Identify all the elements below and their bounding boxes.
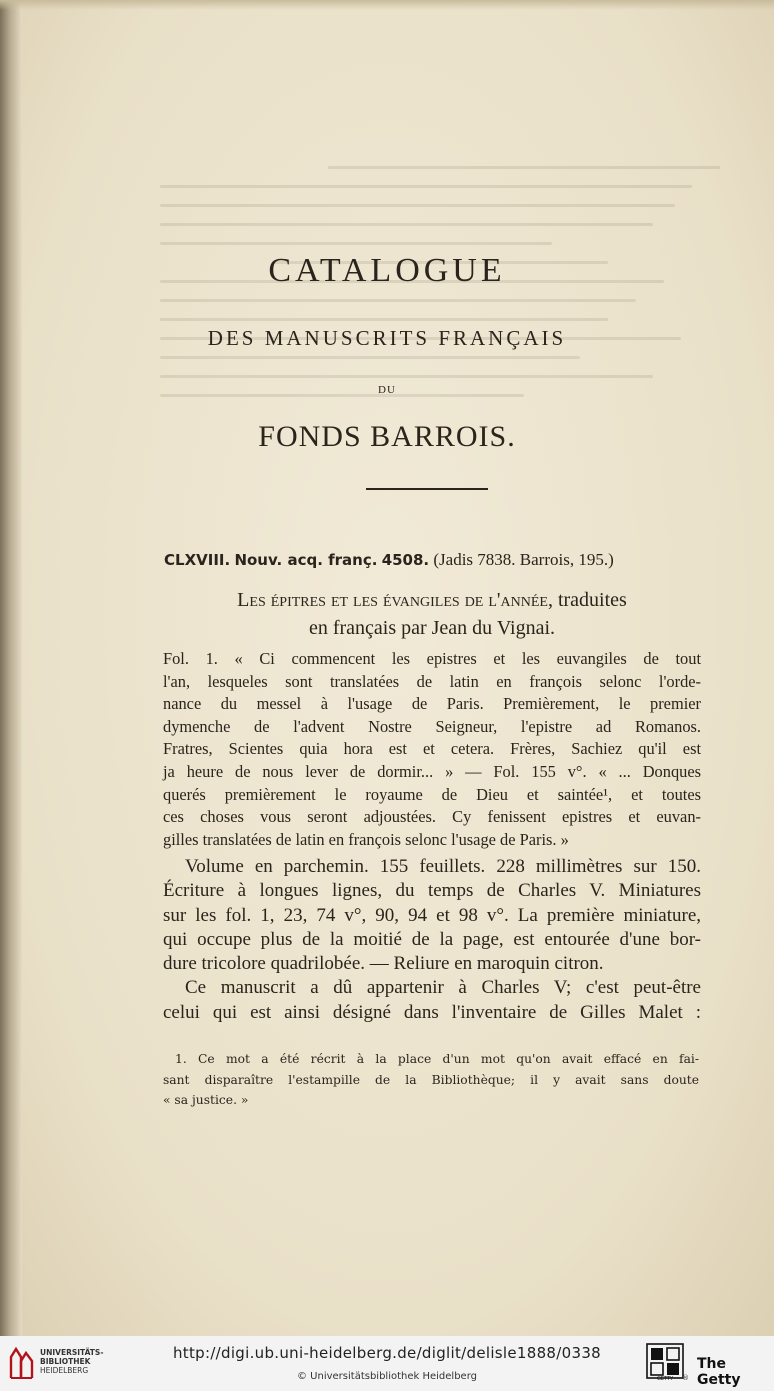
viewer-footer xyxy=(0,1336,774,1391)
entry-collection: Nouv. acq. franç. xyxy=(234,551,378,569)
getty-logo-lettering: GETTY xyxy=(656,1376,674,1381)
entry-provenance: (Jadis 7838. Barrois, 195.) xyxy=(433,550,614,569)
incipit-quote xyxy=(163,648,701,851)
registered-mark: ® xyxy=(682,1374,689,1382)
permalink[interactable]: http://digi.ub.uni-heidelberg.de/diglit/delisle1888/0338 xyxy=(172,1344,602,1362)
page-top-edge xyxy=(0,0,774,10)
entry-title-line-1 xyxy=(164,589,700,612)
page-subtitle: DES MANUSCRITS FRANÇAIS xyxy=(207,326,567,350)
page-gutter-shadow xyxy=(0,0,22,1336)
quote-line: l'an, lesqueles sont translatées de latin en françois selonc l'orde- xyxy=(163,671,701,691)
description-line: celui qui est ainsi désigné dans l'inventaire de Gilles Malet : xyxy=(163,1001,701,1023)
quote-line: Fratres, Scientes quia hora est et cetera. Frères, Sachiez qu'il est xyxy=(163,739,701,759)
partner-name: The Getty xyxy=(697,1356,741,1388)
getty-logo-icon xyxy=(646,1343,686,1381)
quote-line: ja heure de nous lever de dormir... » — Fol. 155 v°. « ... Donques xyxy=(163,761,701,781)
getty-logo xyxy=(646,1343,686,1385)
description-line: qui occupe plus de la moitié de la page, est entourée d'une bor- xyxy=(163,928,701,950)
entry-number: CLXVIII. xyxy=(164,551,231,569)
quote-line: gilles translatées de latin en françois selonc l'usage de Paris. » xyxy=(163,829,569,849)
footnote-line: 1. Ce mot a été récrit à la place d'un mot qu'on avait effacé en fai- xyxy=(175,1052,699,1066)
entry-title-caps: Les épitres et les évangiles de l'année, xyxy=(237,589,553,611)
copyright-notice: © Universitätsbibliothek Heidelberg xyxy=(296,1371,477,1382)
footnote-line: sant disparaître l'estampille de la Bibliothèque; il y avait sans doute xyxy=(163,1072,699,1087)
footnote-line: « sa justice. » xyxy=(163,1093,249,1107)
description-line: Ce manuscrit a dû appartenir à Charles V; c'est peut-être xyxy=(185,977,701,999)
quote-line: dymenche de l'advent Nostre Seigneur, l'epistre ad Romanos. xyxy=(163,716,701,736)
entry-title-line-2: en français par Jean du Vignai. xyxy=(308,617,556,639)
entry-title-rest: traduites xyxy=(557,589,627,611)
quote-line: Fol. 1. « Ci commencent les epistres et les euvangiles de tout xyxy=(163,649,701,668)
library-line-1: UNIVERSITÄTS- xyxy=(40,1348,104,1357)
description-line: Volume en parchemin. 155 feuillets. 228 millimètres sur 150. xyxy=(185,856,701,877)
entry-shelfmark: 4508. xyxy=(381,551,430,569)
fonds-title: FONDS BARROIS. xyxy=(258,420,516,453)
description-line: dure tricolore quadrilobée. — Reliure en maroquin citron. xyxy=(163,953,604,975)
quote-line: querés premièrement le royaume de Dieu et saintée¹, et toutes xyxy=(163,784,701,804)
entry-heading xyxy=(164,550,704,570)
library-line-3: HEIDELBERG xyxy=(40,1366,89,1375)
library-line-2: BIBLIOTHEK xyxy=(40,1357,91,1366)
description-line: sur les fol. 1, 23, 74 v°, 90, 94 et 98 v°. La première miniature, xyxy=(163,904,701,926)
description-line: Écriture à longues lignes, du temps de Charles V. Miniatures xyxy=(163,880,701,902)
footnote xyxy=(163,1049,699,1111)
manuscript-description xyxy=(163,855,701,1025)
show-through-text xyxy=(160,150,720,440)
title-connector: DU xyxy=(378,384,396,396)
quote-line: nance du messel à l'usage de Paris. Premièrement, le premier xyxy=(163,694,701,714)
quote-line: ces choses vous seront adjoustées. Cy fenissent epistres et euvan- xyxy=(163,807,701,827)
title-divider xyxy=(366,488,488,490)
page-title: CATALOGUE xyxy=(268,252,506,289)
